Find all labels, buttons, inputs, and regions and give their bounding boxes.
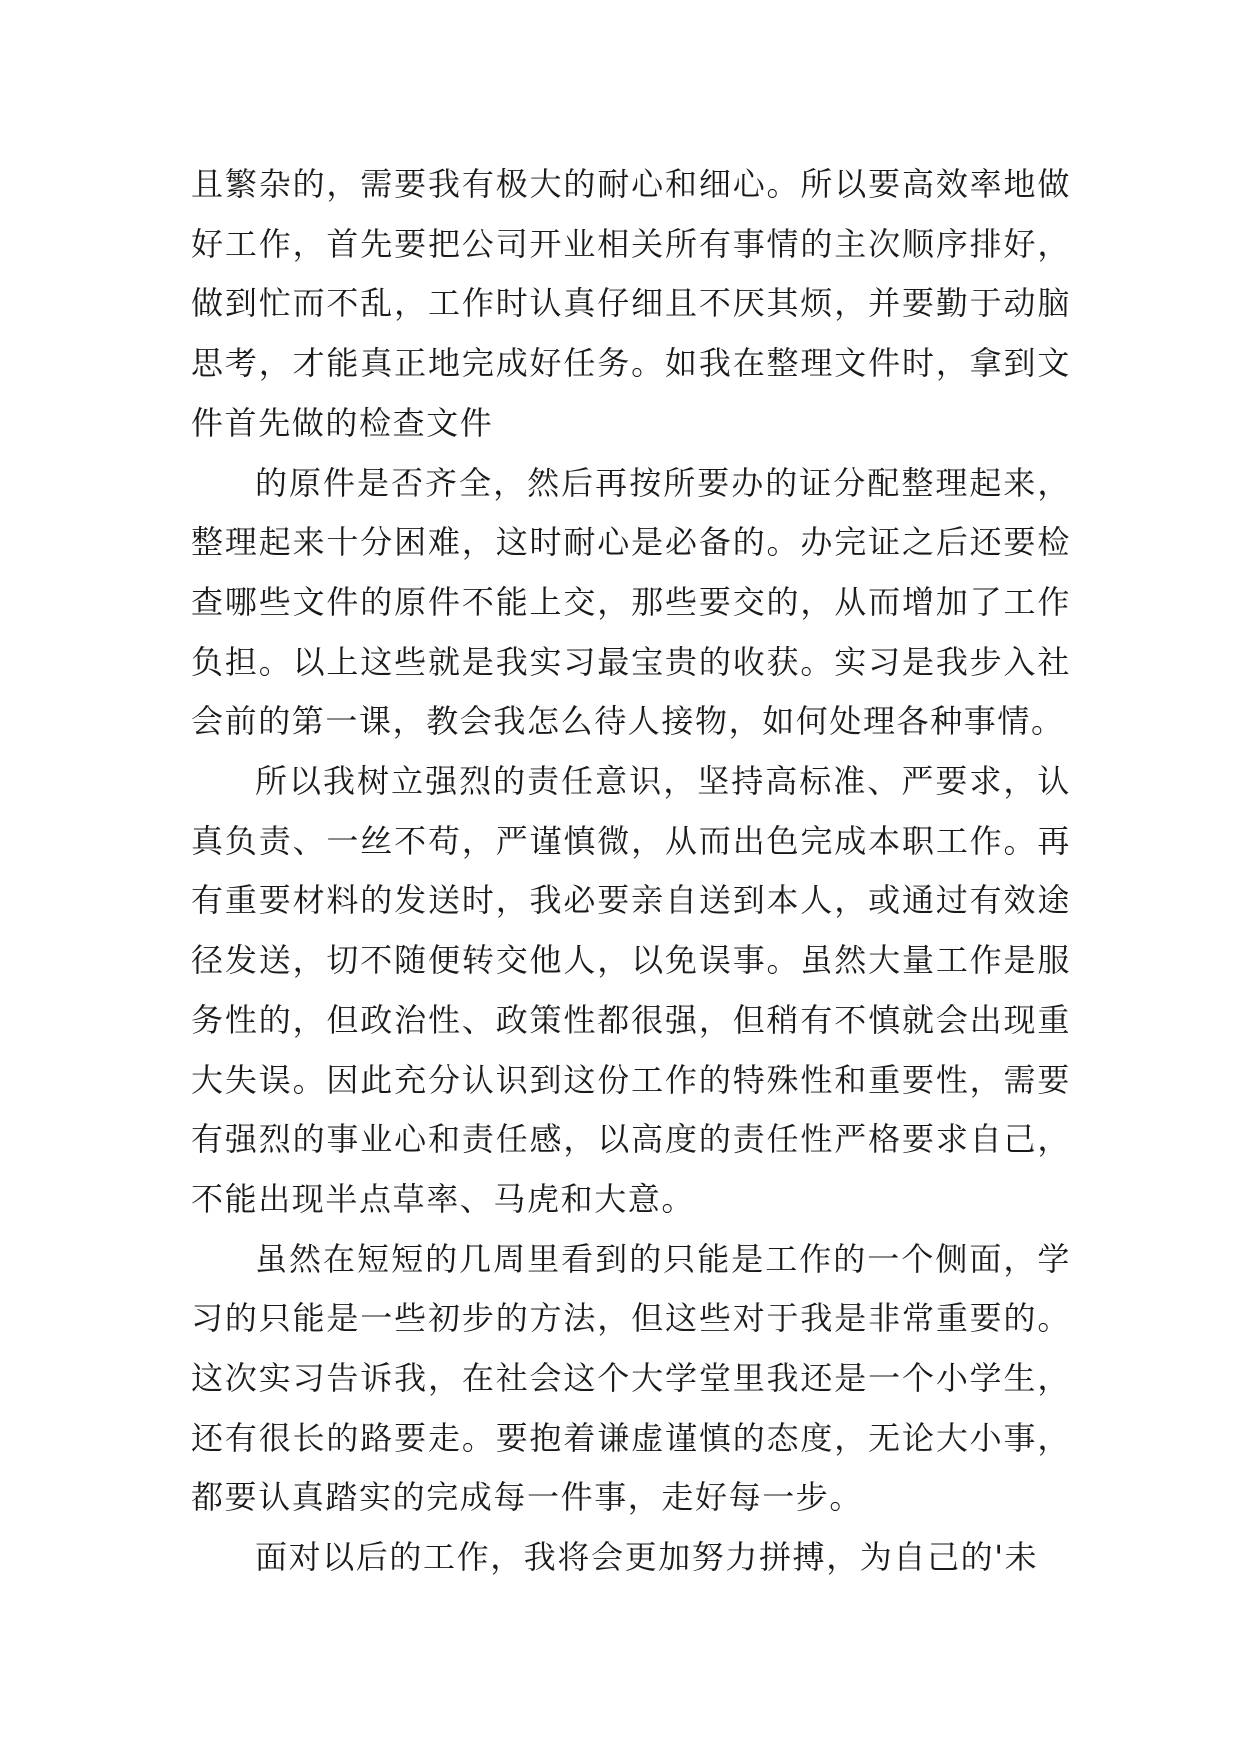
paragraph-3: 所以我树立强烈的责任意识，坚持高标准、严要求，认真负责、一丝不苟，严谨慎微，从而出色完成本职工作。再有重要材料的发送时，我必要亲自送到本人，或通过有效途径发送，切不随便转交他人，以免误事。虽然大量工作是服务性的，但政治性、政策性都很强，但稍有不慎就会出现重大失误。因此充分认识到这份工作的特殊性和重要性，需要有强烈的事业心和责任感，以高度的责任性严格要求自己，不能出现半点草率、马虎和大意。 <box>191 762 1071 1218</box>
paragraph-1: 且繁杂的，需要我有极大的耐心和细心。所以要高效率地做好工作，首先要把公司开业相关所有事情的主次顺序排好，做到忙而不乱，工作时认真仔细且不厌其烦，并要勤于动脑思考，才能真正地完成好任务。如我在整理文件时，拿到文件首先做的检查文件 <box>191 165 1071 442</box>
paragraph-4: 虽然在短短的几周里看到的只能是工作的一个侧面，学习的只能是一些初步的方法，但这些对于我是非常重要的。这次实习告诉我，在社会这个大学堂里我还是一个小学生，还有很长的路要走。要抱着谦虚谨慎的态度，无论大小事，都要认真踏实的完成每一件事，走好每一步。 <box>191 1239 1071 1517</box>
document-body <box>191 155 1071 1588</box>
paragraph-5: 面对以后的工作，我将会更加努力拼搏，为自己的'未 <box>255 1538 1039 1577</box>
paragraph-2: 的原件是否齐全，然后再按所要办的证分配整理起来，整理起来十分困难，这时耐心是必备的。办完证之后还要检查哪些文件的原件不能上交，那些要交的，从而增加了工作负担。以上这些就是我实习最宝贵的收获。实习是我步入社会前的第一课，教会我怎么待人接物，如何处理各种事情。 <box>191 463 1071 741</box>
